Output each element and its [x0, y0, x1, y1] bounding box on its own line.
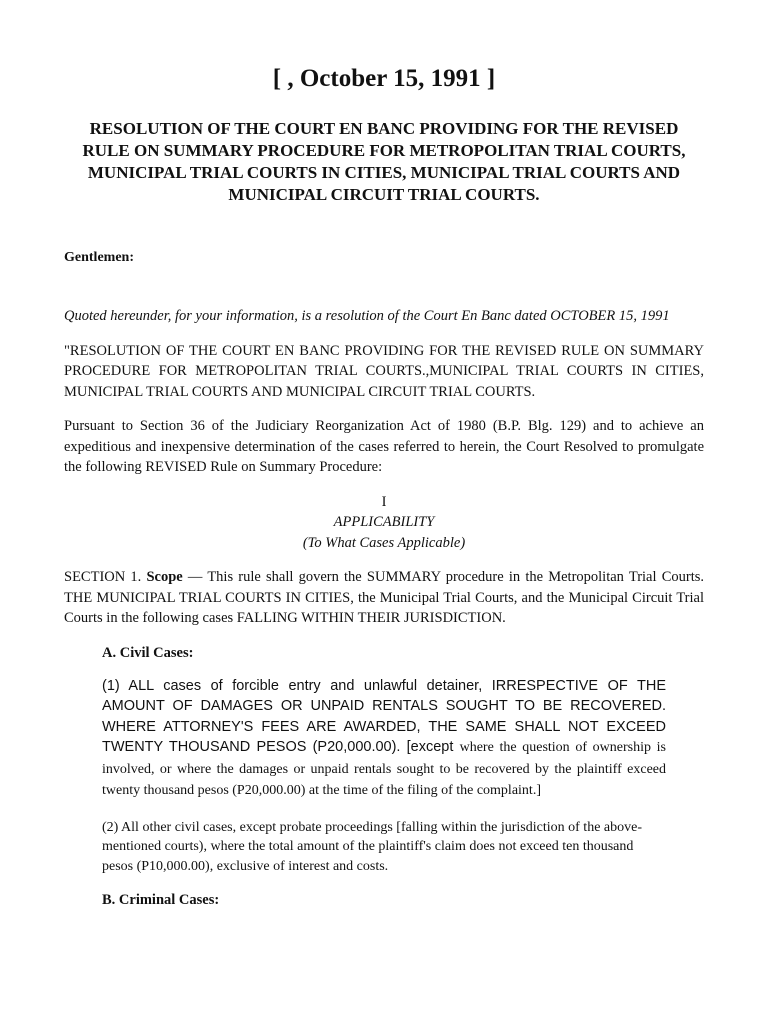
- civil-case-2: (2) All other civil cases, except probate proceedings [falling within the jurisdiction of the above-mentioned courts), where the total amount of the plaintiff's claim does not exceed ten thousand pesos (P10,000.00), exclusive of interest and costs.: [102, 819, 642, 874]
- civil-case-1-upper: (1) ALL cases of forcible entry and unlawful detainer, IRRESPECTIVE OF THE AMOUNT OF DAMAGES OR UNPAID RENTALS SOUGHT TO BE RECOVERED. WHERE ATTORNEY'S FEES ARE AWARDED, THE SAME SHALL NOT EXCEED TWENTY THOUSAND PESOS (P20,000.00). [except: [102, 677, 666, 755]
- civil-cases-list: [102, 676, 666, 877]
- document-title: RESOLUTION OF THE COURT EN BANC PROVIDING FOR THE REVISED RULE ON SUMMARY PROCEDURE FOR METROPOLITAN TRIAL COURTS, MUNICIPAL TRIAL COURTS IN CITIES, MUNICIPAL TRIAL COURTS AND MUNICIPAL CIRCUIT TRIAL COURTS.: [82, 119, 686, 204]
- part-number: I: [381, 493, 387, 510]
- civil-case-1-lower: where the question of ownership is involved, or where the damages or unpaid rentals sought to be recovered by the plaintiff exceed twenty thousand pesos (P20,000.00) at the time of the filing of the complaint.]: [102, 740, 666, 798]
- section-1-text: — This rule shall govern the SUMMARY procedure in the Metropolitan Trial Courts. THE MUNICIPAL TRIAL COURTS IN CITIES, the Municipal Trial Courts, and the Municipal Circuit Trial Courts in the following cases FALLING WITHIN THEIR JURISDICTION.: [64, 569, 704, 626]
- section-1-heading: Scope: [146, 569, 183, 585]
- section-1-label: SECTION 1.: [64, 569, 142, 585]
- section-1: [64, 567, 704, 629]
- document-date: [ , October 15, 1991 ]: [272, 65, 496, 92]
- pursuant-paragraph: Pursuant to Section 36 of the Judiciary Reorganization Act of 1980 (B.P. Blg. 129) and to achieve an expeditious and inexpensive determination of the cases referred to herein, the Court Resolved to promulgate the following REVISED Rule on Summary Procedure:: [64, 418, 704, 475]
- resolution-title: "RESOLUTION OF THE COURT EN BANC PROVIDING FOR THE REVISED RULE ON SUMMARY PROCEDURE FOR METROPOLITAN TRIAL COURTS.,MUNICIPAL TRIAL COURTS IN CITIES, MUNICIPAL TRIAL COURTS AND MUNICIPAL CIRCUIT TRIAL COURTS.: [64, 342, 704, 400]
- civil-cases-heading: A. Civil Cases:: [102, 644, 194, 661]
- criminal-cases-heading: B. Criminal Cases:: [102, 892, 220, 908]
- salutation: Gentlemen:: [64, 250, 134, 265]
- part-heading: [64, 492, 704, 554]
- part-title: APPLICABILITY: [333, 514, 435, 530]
- part-subtitle: (To What Cases Applicable): [302, 534, 466, 551]
- quoted-intro: Quoted hereunder, for your information, is a resolution of the Court En Banc dated OCTOBER 15, 1991: [64, 308, 670, 324]
- civil-case-1: [102, 676, 666, 802]
